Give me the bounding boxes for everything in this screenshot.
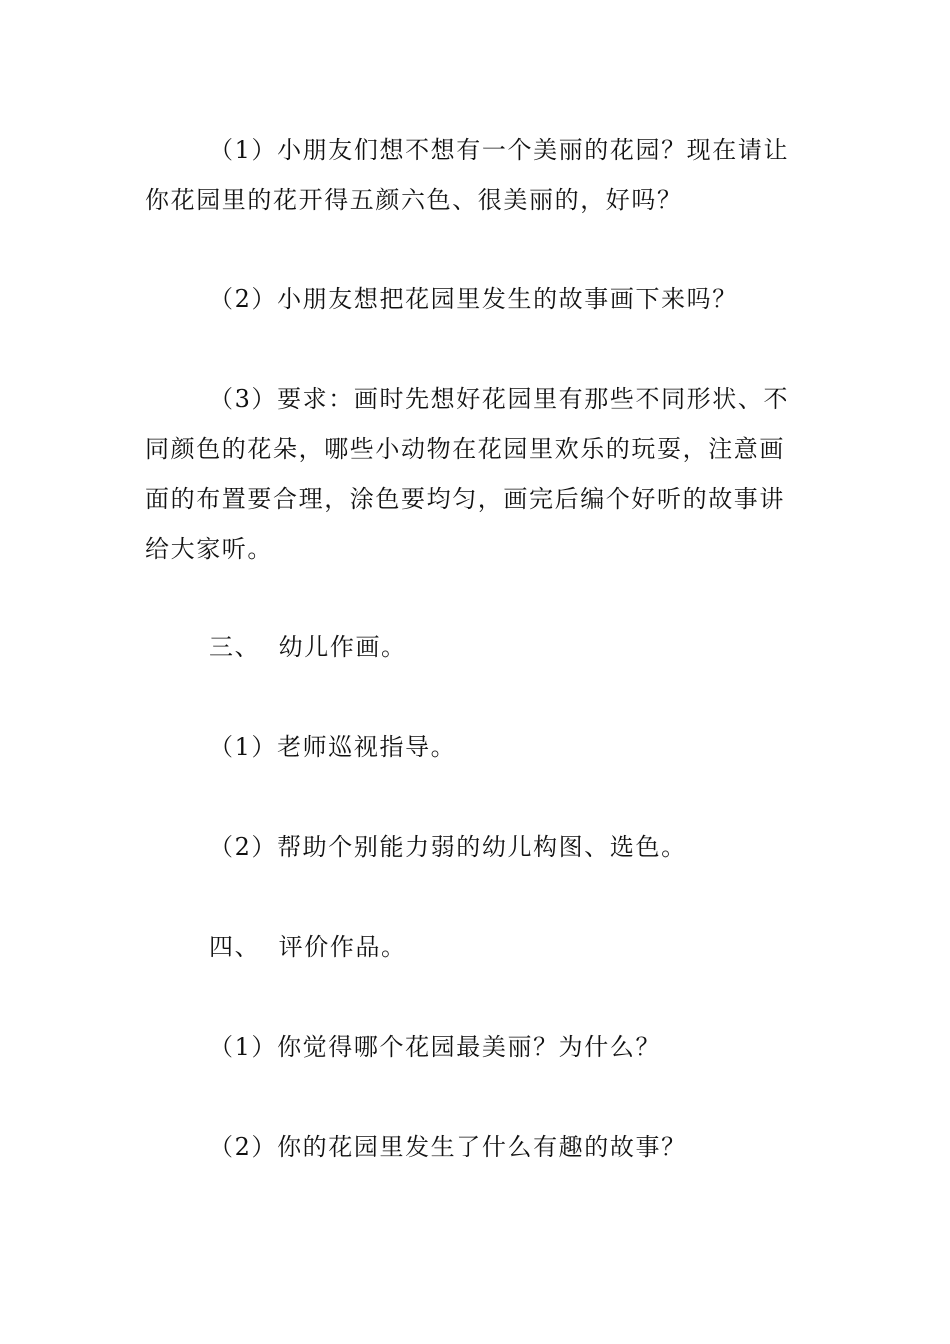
paragraph-teacher-guidance	[145, 722, 810, 772]
text-line: （2）帮助个别能力弱的幼儿构图、选色。	[209, 833, 687, 861]
paragraph-interesting-story	[145, 1122, 810, 1172]
heading-text: 四、 评价作品。	[209, 933, 407, 961]
text-line: 面的布置要合理，涂色要均匀，画完后编个好听的故事讲	[145, 485, 785, 513]
text-line: 同颜色的花朵，哪些小动物在花园里欢乐的玩耍，注意画	[145, 435, 785, 463]
paragraph-most-beautiful	[145, 1022, 810, 1072]
text-line: 你花园里的花开得五颜六色、很美丽的，好吗？	[145, 186, 683, 214]
text-line: （1）老师巡视指导。	[209, 733, 457, 761]
text-line: （1）你觉得哪个花园最美丽？为什么？	[209, 1033, 662, 1061]
heading-text: 三、 幼儿作画。	[209, 633, 407, 661]
paragraph-garden-question	[145, 125, 810, 225]
section-heading-3	[145, 622, 810, 672]
section-heading-4	[145, 922, 810, 972]
text-line: （3）要求：画时先想好花园里有那些不同形状、不	[209, 385, 790, 413]
text-line: （1）小朋友们想不想有一个美丽的花园？现在请让	[209, 136, 790, 164]
text-line: （2）你的花园里发生了什么有趣的故事？	[209, 1133, 687, 1161]
paragraph-draw-story	[145, 274, 810, 324]
paragraph-requirements	[145, 374, 810, 574]
paragraph-help-children	[145, 822, 810, 872]
text-line: 给大家听。	[145, 535, 273, 563]
text-line: （2）小朋友想把花园里发生的故事画下来吗？	[209, 285, 738, 313]
